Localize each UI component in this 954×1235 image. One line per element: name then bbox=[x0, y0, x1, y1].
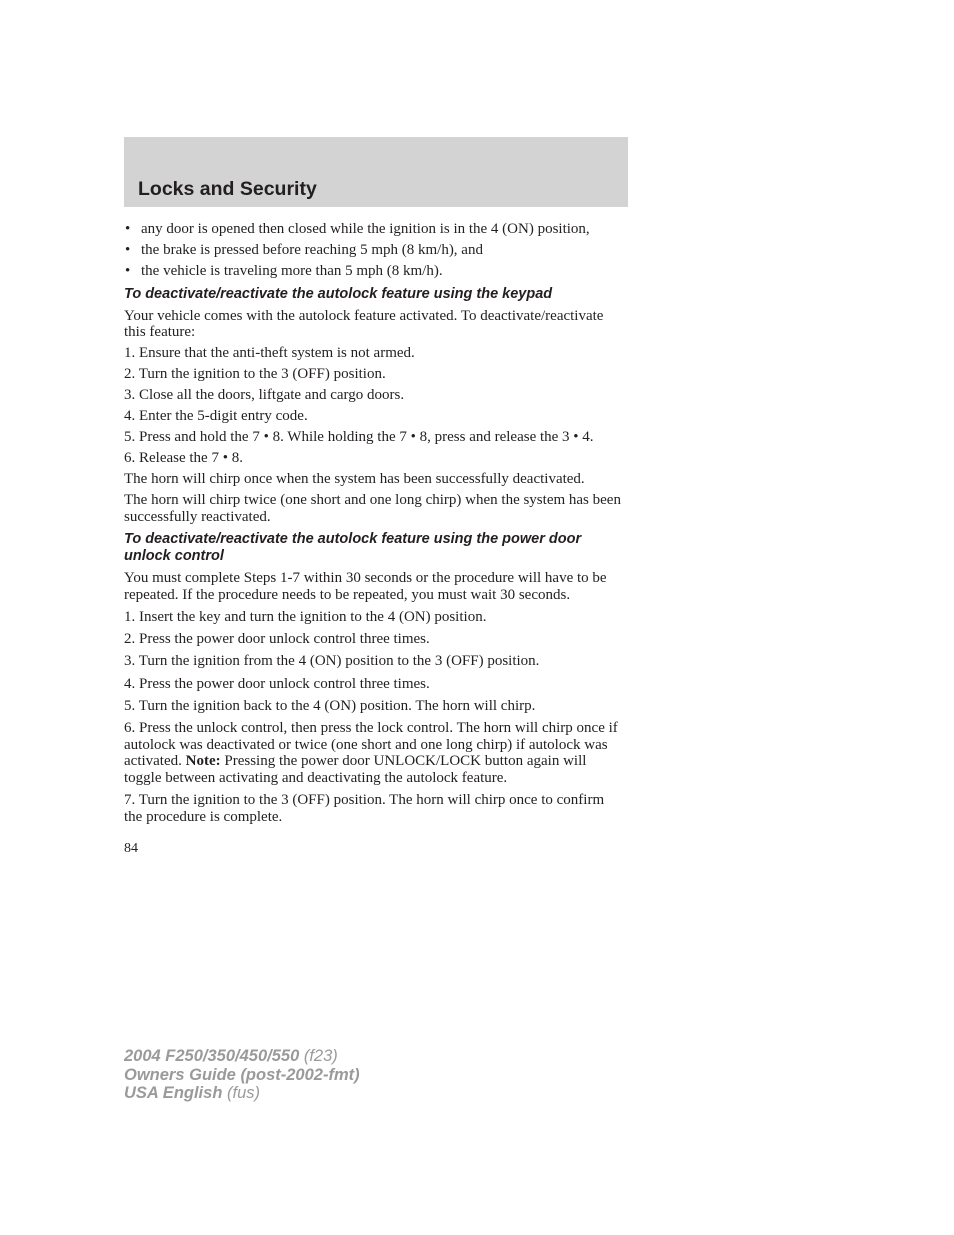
page-content bbox=[124, 221, 624, 858]
power-door-intro: You must complete Steps 1-7 within 30 seconds or the procedure will have to be repeated. If the procedure needs to be repeated, you must wait 30 seconds. bbox=[124, 570, 607, 603]
power-door-section-heading: To deactivate/reactivate the autolock feature using the power door unlock control bbox=[124, 531, 582, 564]
keypad-step: 1. Ensure that the anti-theft system is not armed. bbox=[124, 345, 415, 361]
footer-line-model: 2004 F250/350/450/550 (f23) bbox=[124, 1047, 338, 1065]
note-text: Pressing the power door UNLOCK/LOCK button again will toggle between activating and deactivating the autolock feature. bbox=[124, 753, 587, 786]
keypad-section bbox=[124, 286, 624, 526]
power-door-section bbox=[124, 531, 624, 825]
condition-list bbox=[124, 221, 624, 280]
power-door-step: 4. Press the power door unlock control three times. bbox=[124, 675, 430, 692]
list-item: • the brake is pressed before reaching 5 mph (8 km/h), and bbox=[125, 242, 483, 258]
list-item: • the vehicle is traveling more than 5 mph (8 km/h). bbox=[125, 263, 443, 279]
keypad-step: 6. Release the 7 • 8. bbox=[124, 450, 243, 466]
bullet-icon: • bbox=[125, 263, 131, 279]
keypad-intro: Your vehicle comes with the autolock feature activated. To deactivate/reactivate this feature: bbox=[124, 307, 604, 340]
power-door-step: 3. Turn the ignition from the 4 (ON) position to the 3 (OFF) position. bbox=[124, 653, 540, 670]
keypad-step: 4. Enter the 5-digit entry code. bbox=[124, 408, 308, 424]
keypad-note: The horn will chirp twice (one short and one long chirp) when the system has been successfully reactivated. bbox=[124, 492, 621, 525]
section-header-band bbox=[124, 137, 628, 207]
keypad-note: The horn will chirp once when the system has been successfully deactivated. bbox=[124, 471, 585, 487]
list-item: • any door is opened then closed while the ignition is in the 4 (ON) position, bbox=[125, 221, 590, 237]
document-footer bbox=[124, 1047, 360, 1103]
note-label: Note: bbox=[185, 753, 221, 770]
keypad-step: 2. Turn the ignition to the 3 (OFF) position. bbox=[124, 366, 386, 382]
power-door-step-7: 7. Turn the ignition to the 3 (OFF) position. The horn will chirp once to confirm the procedure is complete. bbox=[124, 792, 605, 825]
page-number: 84 bbox=[124, 841, 138, 857]
section-title: Locks and Security bbox=[138, 178, 317, 200]
power-door-step: 1. Insert the key and turn the ignition to the 4 (ON) position. bbox=[124, 608, 487, 625]
keypad-step: 5. Press and hold the 7 • 8. While holding the 7 • 8, press and release the 3 • 4. bbox=[124, 429, 594, 445]
bullet-icon: • bbox=[125, 221, 131, 237]
power-door-step: 2. Press the power door unlock control three times. bbox=[124, 631, 430, 648]
keypad-step: 3. Close all the doors, liftgate and cargo doors. bbox=[124, 387, 405, 403]
keypad-section-heading: To deactivate/reactivate the autolock feature using the keypad bbox=[124, 285, 553, 302]
footer-line-language: USA English (fus) bbox=[124, 1084, 260, 1102]
power-door-step: 5. Turn the ignition back to the 4 (ON) position. The horn will chirp. bbox=[124, 697, 536, 714]
bullet-icon: • bbox=[125, 242, 131, 258]
footer-line-guide: Owners Guide (post-2002-fmt) bbox=[124, 1065, 360, 1084]
power-door-step-6: 6. Press the unlock control, then press the lock control. The horn will chirp once if autolock was deactivated or twice (one short and one long chirp) if autolock was activated. Note: Pressing the power door UNLOCK/LOCK button again will toggle between activating and deactivating the autolock feature. bbox=[124, 720, 618, 786]
